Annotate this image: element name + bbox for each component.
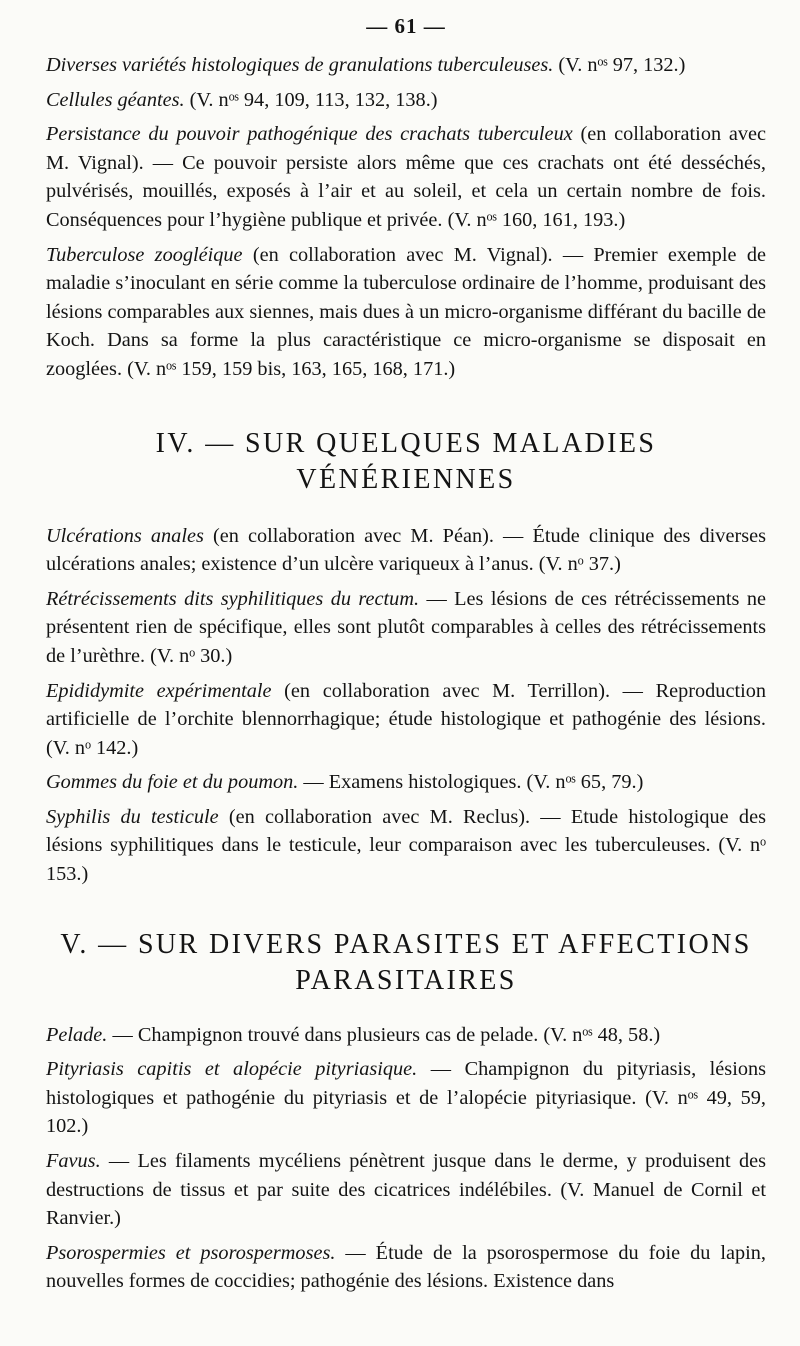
entry-granulations [46,51,766,80]
entry-title: Diverses variétés histologiques de granulations tuberculeuses. [46,54,554,76]
entry-persistance [46,120,766,234]
entry-body: — Examens histologiques. (V. nᵒˢ 65, 79.) [298,771,644,794]
entry-body: — Champignon trouvé dans plusieurs cas de pelade. (V. nᵒˢ 48, 58.) [107,1023,661,1046]
entry-body: — Champignon du pityriasis, lésions histologiques et pathogénie du pityriasis et de l’alopécie pityriasique. (V. nᵒˢ 49, 59, 102.) [46,1058,767,1138]
entry-pityriasis [46,1055,766,1141]
entry-title: Epididymite expérimentale [46,679,272,702]
entry-ulcerations-anales [46,522,766,579]
section-heading-venereal: IV. — SUR QUELQUES MALADIES VÉNÉRIENNES [155,427,657,495]
entry-title: Ulcérations anales [46,524,204,547]
section-heading-parasites: V. — SUR DIVERS PARASITES ET AFFECTIONS PARASITAIRES [60,928,752,996]
entry-title: Syphilis du testicule [46,805,219,828]
entry-title: Persistance du pouvoir pathogénique des crachats tuberculeux [46,123,573,146]
entry-syphilis-testicule [46,803,766,889]
entry-body: (en collaboration avec M. Terrillon). — Reproduction artificielle de l’orchite blennorrhagique; étude histologique et pathogénie des lésions. (V. nᵒ 142.) [46,679,766,759]
entry-title: Pityriasis capitis et alopécie pityriasique. [46,1058,418,1081]
entry-epididymite [46,677,766,763]
entry-retrecissements [46,585,766,671]
entry-tuberculose-zoogleique [46,241,766,384]
entry-title: Rétrécissements dits syphilitiques du rectum. [46,587,420,610]
entry-body: (en collaboration avec M. Reclus). — Etude histologique des lésions syphilitiques dans le testicule, leur comparaison avec les tuberculeuses. (V. nᵒ 153.) [46,805,766,886]
entry-title: Gommes du foie et du poumon. [46,771,299,794]
entry-body: (en collaboration avec M. Vignal). — Premier exemple de maladie s’inoculant en série comme la tuberculose ordinaire de l’homme, produisant des lésions comparables aux siennes, mais dues à un micro-organisme différant du bacille de Koch. Dans sa forme la plus caractéristique ce micro-organisme se disposait en zooglées. (V. nᵒˢ 159, 159 bis, 163, 165, 168, 171.) [46,243,766,380]
page-number: — 61 — [366,14,446,38]
entry-body: (en collaboration avec M. Vignal). — Ce pouvoir persiste alors même que ces crachats ont été desséchés, pulvérisés, mouillés, exposés à l’air et au soleil, et cela un certain nombre de fois. Conséquences pour l’hygiène publique et privée. (V. nᵒˢ 160, 161, 193.) [46,123,766,231]
entry-title: Pelade. [46,1023,108,1046]
entry-favus [46,1147,766,1233]
entry-body: (V. nᵒˢ 97, 132.) [553,54,686,76]
entry-body: — Les lésions de ces rétrécissements ne présentent rien de spécifique, elles sont plutôt comparables à celles des rétrécissements de l’urèthre. (V. nᵒ 30.) [46,587,767,667]
entry-gommes [46,768,766,797]
entry-title: Psorospermies et psorospermoses. [46,1241,336,1264]
entry-body: — Étude de la psorospermose du foie du lapin, nouvelles formes de coccidies; pathogénie des lésions. Existence dans [46,1241,767,1293]
entry-psorospermies [46,1239,766,1296]
entry-pelade [46,1021,766,1050]
entry-title: Cellules géantes. [46,88,185,111]
entry-body: (V. nᵒˢ 94, 109, 113, 132, 138.) [184,88,438,111]
entry-cellules-geantes [46,86,766,115]
entry-body: (en collaboration avec M. Péan). — Étude clinique des diverses ulcérations anales; existence d’un ulcère variqueux à l’anus. (V. nᵒ 37.) [46,524,766,576]
entry-title: Tuberculose zoogléique [46,243,243,266]
entry-title: Favus. [46,1150,101,1173]
entry-body: — Les filaments mycéliens pénètrent jusque dans le derme, y produisent des destructions de tissus et par suite des cicatrices indélébiles. (V. Manuel de Cornil et Ranvier.) [46,1150,766,1230]
